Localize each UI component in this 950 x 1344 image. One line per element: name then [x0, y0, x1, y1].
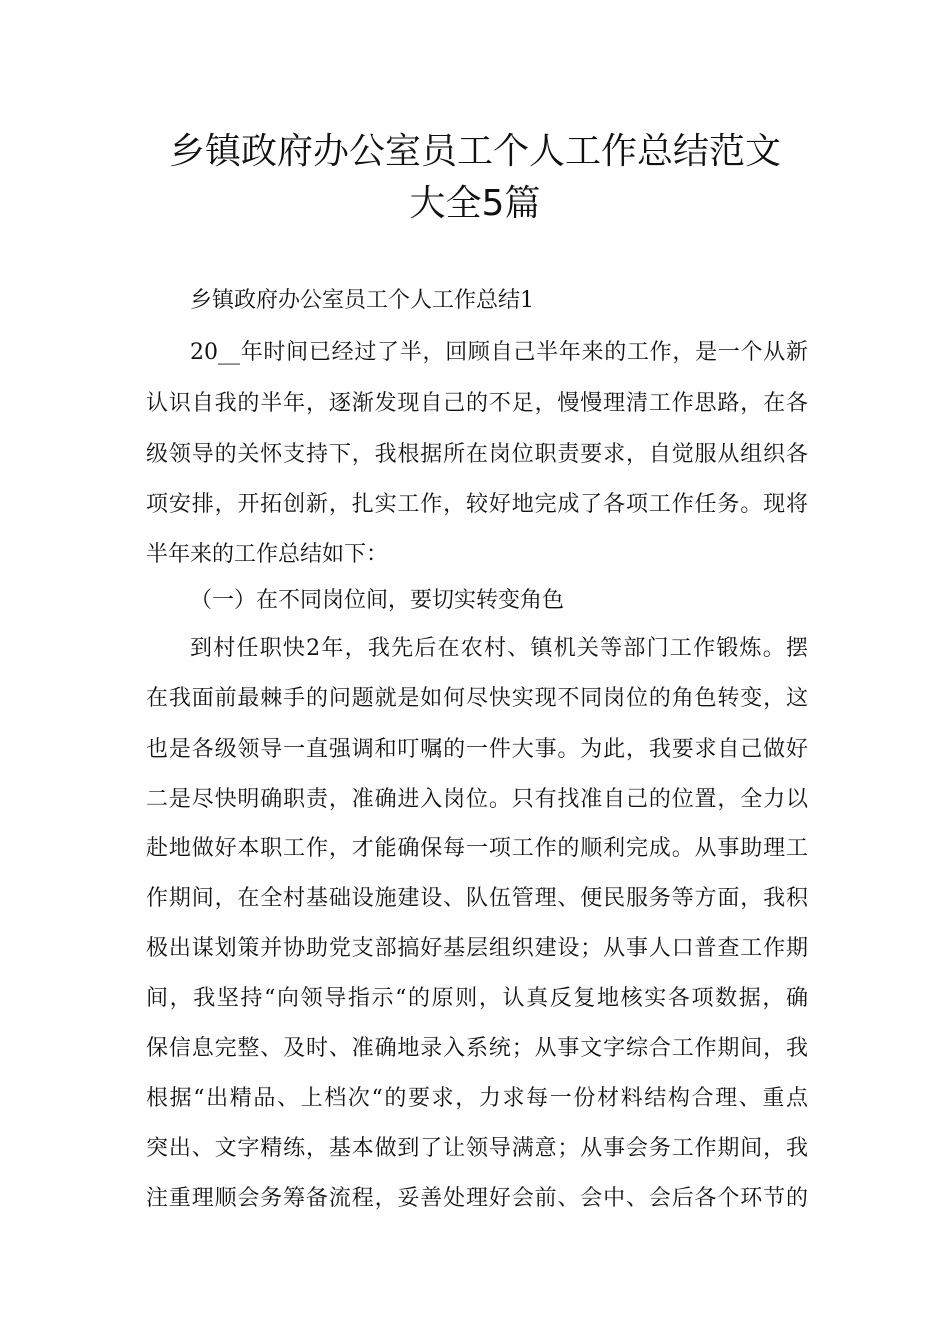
paragraph-2-line: 也是各级领导一直强调和叮嘱的一件大事。为此，我要求自己做好 — [146, 737, 808, 762]
paragraph-1-line: 项安排，开拓创新，扎实工作，较好地完成了各项工作任务。现将 — [146, 492, 808, 517]
paragraph-2-line: 到村任职快2年，我先后在农村、镇机关等部门工作锻炼。摆 — [190, 636, 808, 661]
paragraph-2-line: 赴地做好本职工作，才能确保每一项工作的顺利完成。从事助理工 — [146, 836, 808, 861]
document-title-line-1: 乡镇政府办公室员工个人工作总结范文 — [168, 131, 781, 172]
paragraph-1-line: 级领导的关怀支持下，我根据所在岗位职责要求，自觉服从组织各 — [146, 442, 808, 467]
paragraph-2-line: 突出、文字精练，基本做到了让领导满意；从事会务工作期间，我 — [146, 1136, 808, 1161]
paragraph-1-line: 20__年时间已经过了半，回顾自己半年来的工作，是一个从新 — [190, 340, 808, 365]
paragraph-2-line: 间，我坚持“向领导指示“的原则，认真反复地核实各项数据，确 — [146, 986, 808, 1011]
document-title-line-2: 大全5篇 — [409, 183, 541, 224]
paragraph-2-line: 根据“出精品、上档次“的要求，力求每一份材料结构合理、重点 — [146, 1086, 808, 1111]
paragraph-2-line: 保信息完整、及时、准确地录入系统；从事文字综合工作期间，我 — [146, 1036, 808, 1061]
paragraph-2-line: 注重理顺会务筹备流程，妥善处理好会前、会中、会后各个环节的 — [146, 1186, 808, 1211]
paragraph-2-line: 二是尽快明确职责，准确进入岗位。只有找准自己的位置，全力以 — [146, 787, 808, 812]
paragraph-1-line: 半年来的工作总结如下： — [146, 542, 389, 567]
paragraph-2-line: 作期间，在全村基础设施建设、队伍管理、便民服务等方面，我积 — [146, 886, 808, 911]
subheading-1: （一）在不同岗位间，要切实转变角色 — [190, 588, 565, 613]
paragraph-2-line: 在我面前最棘手的问题就是如何尽快实现不同岗位的角色转变，这 — [146, 686, 808, 711]
paragraph-1-line: 认识自我的半年，逐渐发现自己的不足，慢慢理清工作思路，在各 — [146, 391, 808, 416]
paragraph-2-line: 极出谋划策并协助党支部搞好基层组织建设；从事人口普查工作期 — [146, 936, 808, 961]
section-heading: 乡镇政府办公室员工个人工作总结1 — [190, 288, 534, 313]
